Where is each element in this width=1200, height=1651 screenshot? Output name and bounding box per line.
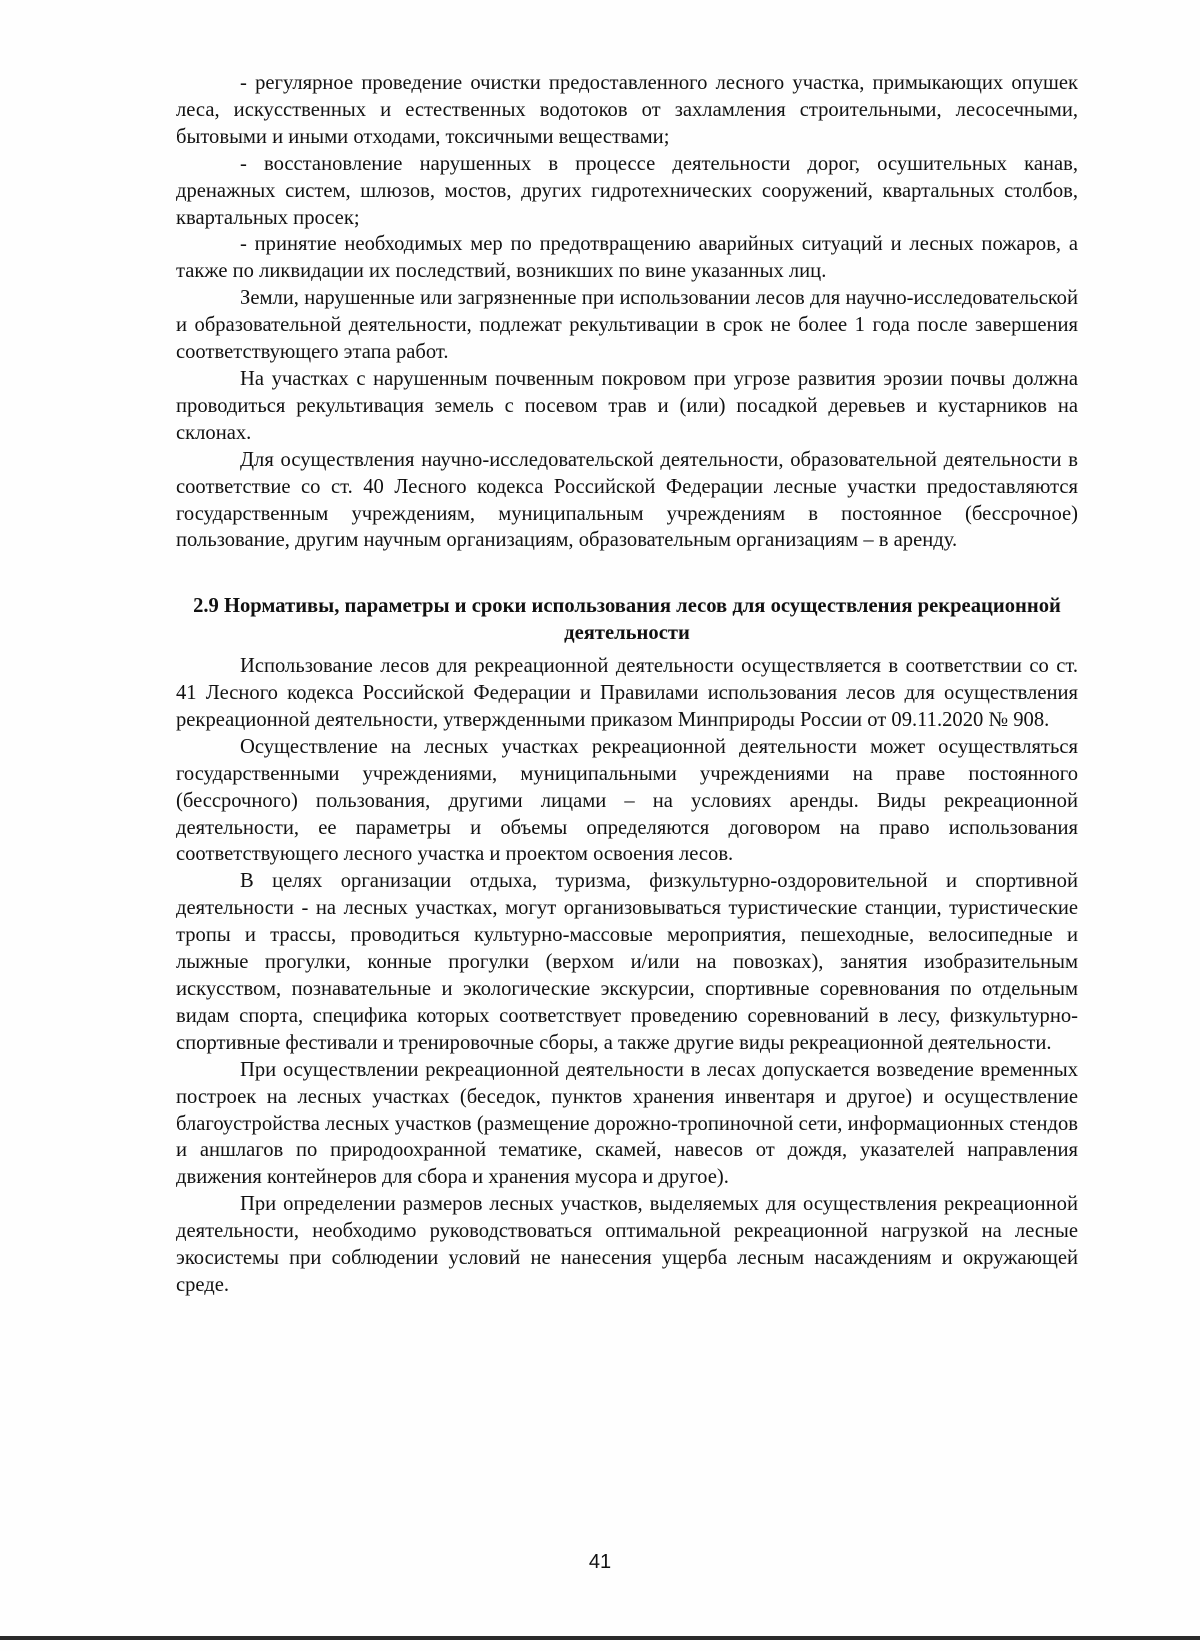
bottom-border-line [0, 1636, 1200, 1640]
page-number: 41 [588, 1551, 612, 1573]
paragraph-erosion: На участках с нарушенным почвенным покровом при угрозе развития эрозии почвы должна проводиться рекультивация земель с посевом трав и (или) посадкой деревьев и кустарников на склонах. [176, 367, 1078, 444]
paragraph-recreation-basis: Использование лесов для рекреационной деятельности осуществляется в соответствии со ст. 41 Лесного кодекса Российской Федерации и Правилами использования лесов для осуществления рекреационной деятельности, утвержденными приказом Минприроды России от 09.11.2020 № 908. [176, 655, 1078, 731]
page-content [176, 70, 1078, 1299]
paragraph-research-provision: Для осуществления научно-исследовательской деятельности, образовательной деятельности в соответствие со ст. 40 Лесного кодекса Российской Федерации лесные участки предоставляются государственным учреждениям, муниципальным учреждениям в постоянное (бессрочное) пользование, другим научным организациям, образовательным организациям – в аренду. [176, 448, 1078, 552]
paragraph-restoration: - восстановление нарушенных в процессе деятельности дорог, осушительных канав, дренажных систем, шлюзов, мостов, других гидротехнических сооружений, квартальных столбов, квартальных просек; [176, 152, 1078, 229]
paragraph-recreation-activities: В целях организации отдыха, туризма, физкультурно-оздоровительной и спортивной деятельности - на лесных участках, могут организовываться туристические станции, туристические тропы и трассы, проводиться культурно-массовые мероприятия, пешеходные, велосипедные и лыжные прогулки, конные прогулки (верхом и/или на повозках), занятия изобразительным искусством, познавательные и экологические экскурсии, спортивные соревнования по отдельным видам спорта, специфика которых соответствует проведению соревнований в лесу, физкультурно-спортивные фестивали и тренировочные сборы, а также другие виды рекреационной деятельности. [176, 870, 1078, 1054]
paragraph-temporary-structures: При осуществлении рекреационной деятельности в лесах допускается возведение временных построек на лесных участках (беседок, пунктов хранения инвентаря и другое) и осуществление благоустройства лесных участков (размещение дорожно-тропиночной сети, информационных стендов и аншлагов по природоохранной тематике, скамей, навесов от дождя, указателей направления движения контейнеров для сбора и хранения мусора и другое). [176, 1058, 1078, 1189]
paragraph-plot-sizes: При определении размеров лесных участков, выделяемых для осуществления рекреационной деятельности, необходимо руководствоваться оптимальной рекреационной нагрузкой на лесные экосистемы при соблюдении условий не нанесения ущерба лесным насаждениям и окружающей среде. [176, 1193, 1078, 1296]
paragraph-emergency-measures: - принятие необходимых мер по предотвращению аварийных ситуаций и лесных пожаров, а также по ликвидации их последствий, возникших по вине указанных лиц. [176, 233, 1078, 283]
paragraph-land-reclamation: Земли, нарушенные или загрязненные при использовании лесов для научно-исследовательской и образовательной деятельности, подлежат рекультивации в срок не более 1 года после завершения соответствующего этапа работ. [176, 287, 1078, 364]
paragraph-cleanup: - регулярное проведение очистки предоставленного лесного участка, примыкающих опушек леса, искусственных и естественных водотоков от захламления строительными, лесосечными, бытовыми и иными отходами, токсичными веществами; [176, 72, 1078, 148]
paragraph-recreation-users: Осуществление на лесных участках рекреационной деятельности может осуществляться государственными учреждениями, муниципальными учреждениями на праве постоянного (бессрочного) пользования, другими лицами – на условиях аренды. Виды рекреационной деятельности, ее параметры и объемы определяются договором на право использования соответствующего лесного участка и проектом освоения лесов. [176, 735, 1078, 866]
section-heading: 2.9 Нормативы, параметры и сроки использования лесов для осуществления рекреационной деятельности [193, 595, 1061, 645]
